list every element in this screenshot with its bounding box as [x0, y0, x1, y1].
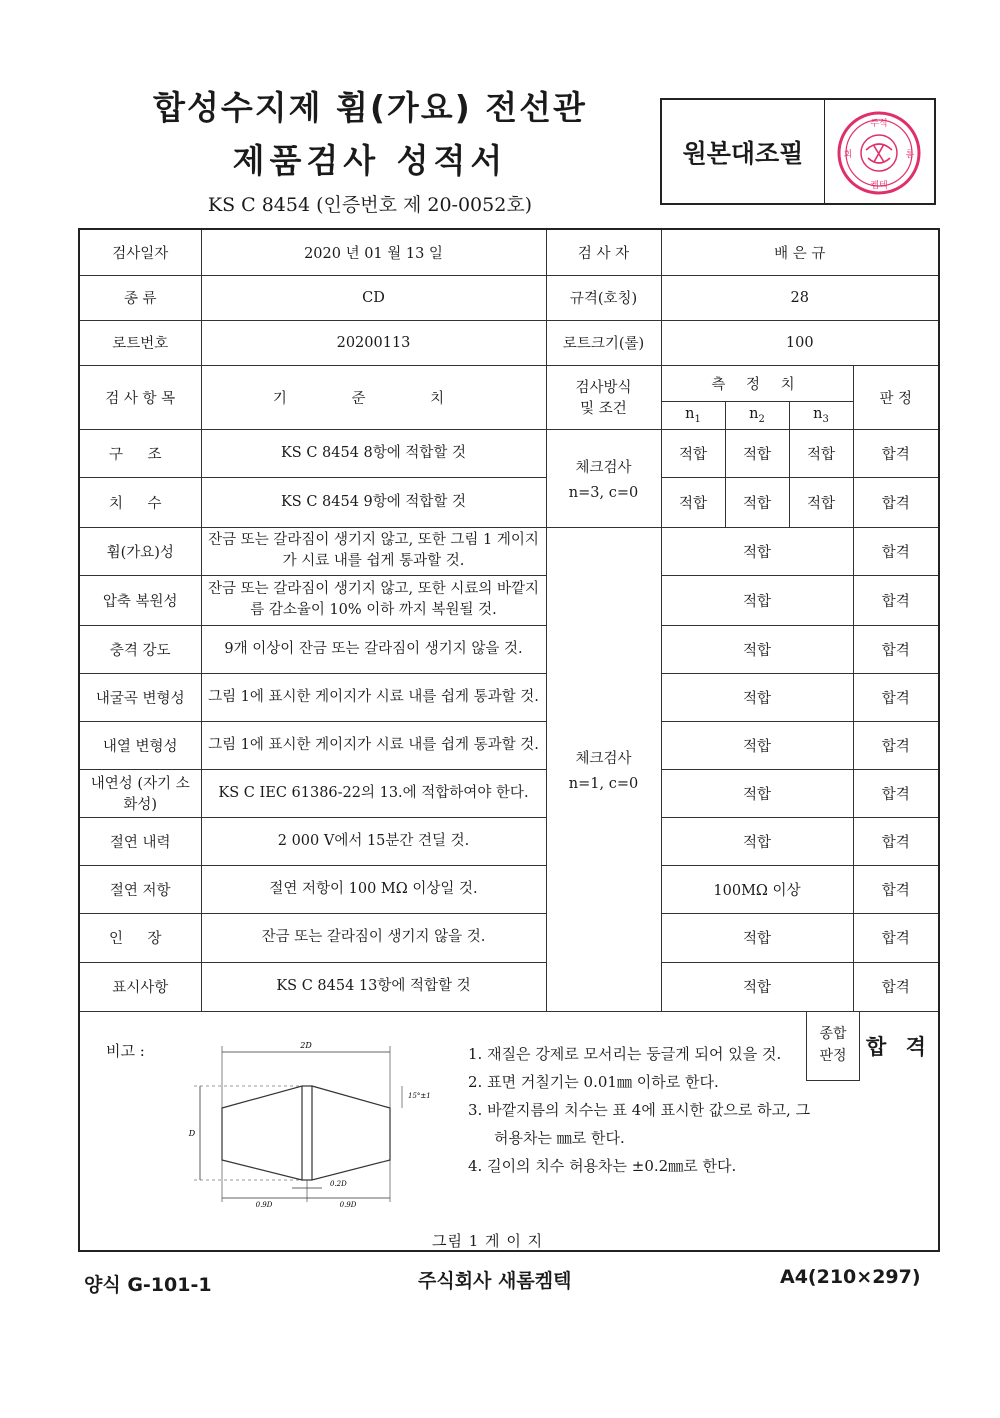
- table-row: [79, 721, 939, 769]
- judge-result: 합격: [853, 527, 939, 575]
- judge-result: 합격: [853, 429, 939, 477]
- criteria: 9개 이상이 잔금 또는 갈라짐이 생기지 않을 것.: [201, 625, 546, 673]
- gauge-drawing: [180, 1030, 440, 1210]
- item-name: 표시사항: [79, 962, 201, 1011]
- standard-subtitle: KS C 8454 (인증번호 제 20-0052호): [207, 194, 533, 216]
- judge-result: 합격: [853, 575, 939, 625]
- svg-text:주식: 주식: [870, 119, 888, 129]
- col-n1-header: [661, 401, 725, 429]
- col-n2-header: [725, 401, 789, 429]
- inspector: 배 은 규: [661, 229, 939, 275]
- criteria: KS C 8454 13항에 적합할 것: [201, 962, 546, 1011]
- table-row: [79, 527, 939, 575]
- inspection-table: [78, 228, 940, 1252]
- svg-text:켐텍: 켐텍: [870, 181, 888, 191]
- method-check-a: [546, 429, 661, 527]
- table-row: [79, 575, 939, 625]
- criteria: KS C 8454 8항에 적합할 것: [201, 429, 546, 477]
- criteria: 그림 1에 표시한 게이지가 시료 내를 쉽게 통과할 것.: [201, 721, 546, 769]
- col-judge-header: 판 정: [853, 365, 939, 429]
- criteria: 절연 저항이 100 MΩ 이상일 것.: [201, 865, 546, 913]
- inspection-date: 2020 년 01 월 13 일: [201, 229, 546, 275]
- n1-result: 적합: [661, 429, 725, 477]
- form-number: 양식 G-101-1: [84, 1274, 212, 1296]
- table-row: [79, 913, 939, 962]
- measured-result: 적합: [661, 817, 853, 865]
- size-value: 28: [661, 275, 939, 320]
- n2-sub: 2: [758, 413, 765, 425]
- item-name: 구 조: [79, 429, 201, 477]
- original-verified-box: [660, 98, 936, 205]
- overall-judgment-label: [806, 1011, 860, 1081]
- gauge-label-angle: 15°±1: [408, 1091, 431, 1100]
- measured-result: 적합: [661, 575, 853, 625]
- item-name: 절연 저항: [79, 865, 201, 913]
- col-measure-header: 측 정 치: [661, 365, 853, 401]
- judge-result: 합격: [853, 769, 939, 817]
- measured-result: 적합: [661, 721, 853, 769]
- col-item-header: 검 사 항 목: [79, 365, 201, 429]
- lot-size-value: 100: [661, 320, 939, 365]
- table-row: [79, 962, 939, 1011]
- info-row-date: [79, 229, 939, 275]
- judge-result: 합격: [853, 962, 939, 1011]
- company-seal-stamp: [836, 110, 922, 196]
- method-header-line1: 검사방식: [575, 380, 632, 396]
- lot-size-label: 로트크기(롤): [546, 320, 661, 365]
- remark-note: 1. 재질은 강제로 모서리는 둥글게 되어 있을 것.: [468, 1044, 782, 1063]
- table-row: [79, 429, 939, 477]
- size-label: 규격(호칭): [546, 275, 661, 320]
- gauge-label-mid: 0.2D: [330, 1179, 347, 1188]
- method-b-line1: 체크검사: [575, 750, 632, 767]
- svg-text:롬: 롬: [905, 150, 915, 160]
- title-line1: 합성수지제 휨(가요) 전선관: [153, 88, 587, 127]
- judge-result: 합격: [853, 673, 939, 721]
- criteria: KS C IEC 61386-22의 13.에 적합하여야 한다.: [201, 769, 546, 817]
- judge-result: 합격: [853, 477, 939, 527]
- method-check-b: [546, 527, 661, 1011]
- remarks-area: [80, 1012, 938, 1250]
- info-row-lot: [79, 320, 939, 365]
- column-header-row: [79, 365, 939, 401]
- svg-text:회: 회: [843, 150, 853, 160]
- inspector-label: 검 사 자: [546, 229, 661, 275]
- item-name: 충격 강도: [79, 625, 201, 673]
- judge-result: 합격: [853, 913, 939, 962]
- criteria: 잔금 또는 갈라짐이 생기지 않고, 또한 그림 1 게이지가 시료 내를 쉽게 통과할 것.: [201, 527, 546, 575]
- gauge-label-2d: 2D: [300, 1040, 312, 1050]
- remarks-cell: [79, 1011, 939, 1251]
- n2-result: 적합: [725, 477, 789, 527]
- n3-sub: 3: [822, 413, 829, 425]
- method-a-line1: 체크검사: [575, 459, 632, 476]
- item-name: 인 장: [79, 913, 201, 962]
- judge-result: 합격: [853, 817, 939, 865]
- overall-label-line1: 종합: [819, 1025, 847, 1042]
- judge-result: 합격: [853, 865, 939, 913]
- gauge-label-right: 0.9D: [339, 1200, 357, 1209]
- measured-result: 적합: [661, 962, 853, 1011]
- measured-result: 적합: [661, 527, 853, 575]
- measured-result: 100MΩ 이상: [661, 865, 853, 913]
- table-row: [79, 865, 939, 913]
- col-method-header: [546, 365, 661, 429]
- judge-result: 합격: [853, 721, 939, 769]
- lot-value: 20200113: [201, 320, 546, 365]
- item-name: 절연 내력: [79, 817, 201, 865]
- info-row-type: [79, 275, 939, 320]
- criteria: 그림 1에 표시한 게이지가 시료 내를 쉽게 통과할 것.: [201, 673, 546, 721]
- type-value: CD: [201, 275, 546, 320]
- title-line2: 제품검사 성적서: [232, 141, 508, 180]
- col-criteria-header: 기 준 치: [201, 365, 546, 429]
- n2-label: n: [749, 405, 759, 422]
- gauge-label-d: D: [188, 1128, 196, 1138]
- remark-note: 2. 표면 거칠기는 0.01㎜ 이하로 한다.: [468, 1072, 719, 1091]
- criteria: KS C 8454 9항에 적합할 것: [201, 477, 546, 527]
- n1-label: n: [685, 405, 695, 422]
- criteria: 잔금 또는 갈라짐이 생기지 않을 것.: [201, 913, 546, 962]
- criteria: 2 000 V에서 15분간 견딜 것.: [201, 817, 546, 865]
- gauge-label-left: 0.9D: [255, 1200, 273, 1209]
- inspection-date-label: 검사일자: [79, 229, 201, 275]
- n1-sub: 1: [694, 413, 701, 425]
- remarks-label: 비고 :: [106, 1041, 145, 1060]
- table-row: [79, 673, 939, 721]
- overall-label-line2: 판정: [819, 1047, 847, 1064]
- col-n3-header: [789, 401, 853, 429]
- n3-result: 적합: [789, 477, 853, 527]
- remarks-row: [79, 1011, 939, 1251]
- item-name: 내연성 (자기 소화성): [79, 769, 201, 817]
- n2-result: 적합: [725, 429, 789, 477]
- n3-label: n: [813, 405, 823, 422]
- overall-judgment-result: 합 격: [866, 1033, 932, 1059]
- method-a-line2: n=3, c=0: [568, 484, 639, 501]
- item-name: 치 수: [79, 477, 201, 527]
- measured-result: 적합: [661, 673, 853, 721]
- remark-note: 4. 길이의 치수 허용차는 ±0.2㎜로 한다.: [468, 1156, 737, 1175]
- table-row: [79, 625, 939, 673]
- criteria: 잔금 또는 갈라짐이 생기지 않고, 또한 시료의 바깥지름 감소율이 10% 이하 까지 복원될 것.: [201, 575, 546, 625]
- remarks-notes: [468, 1040, 818, 1180]
- paper-size: A4(210×297): [780, 1266, 921, 1288]
- method-b-line2: n=1, c=0: [568, 775, 639, 792]
- table-row: [79, 817, 939, 865]
- original-label: 원본대조필: [662, 100, 825, 203]
- lot-label: 로트번호: [79, 320, 201, 365]
- measured-result: 적합: [661, 913, 853, 962]
- item-name: 휨(가요)성: [79, 527, 201, 575]
- table-row: [79, 769, 939, 817]
- company-name: 주식회사 새롬켐텍: [418, 1270, 572, 1292]
- item-name: 내굴곡 변형성: [79, 673, 201, 721]
- judge-result: 합격: [853, 625, 939, 673]
- n1-result: 적합: [661, 477, 725, 527]
- remark-note: 3. 바깥지름의 치수는 표 4에 표시한 값으로 하고, 그 허용차는 ㎜로 한다.: [468, 1100, 811, 1147]
- measured-result: 적합: [661, 625, 853, 673]
- measured-result: 적합: [661, 769, 853, 817]
- item-name: 내열 변형성: [79, 721, 201, 769]
- n3-result: 적합: [789, 429, 853, 477]
- type-label: 종 류: [79, 275, 201, 320]
- figure-caption: 그림 1 게 이 지: [432, 1231, 544, 1250]
- method-header-line2: 및 조건: [580, 401, 627, 417]
- table-row: [79, 477, 939, 527]
- item-name: 압축 복원성: [79, 575, 201, 625]
